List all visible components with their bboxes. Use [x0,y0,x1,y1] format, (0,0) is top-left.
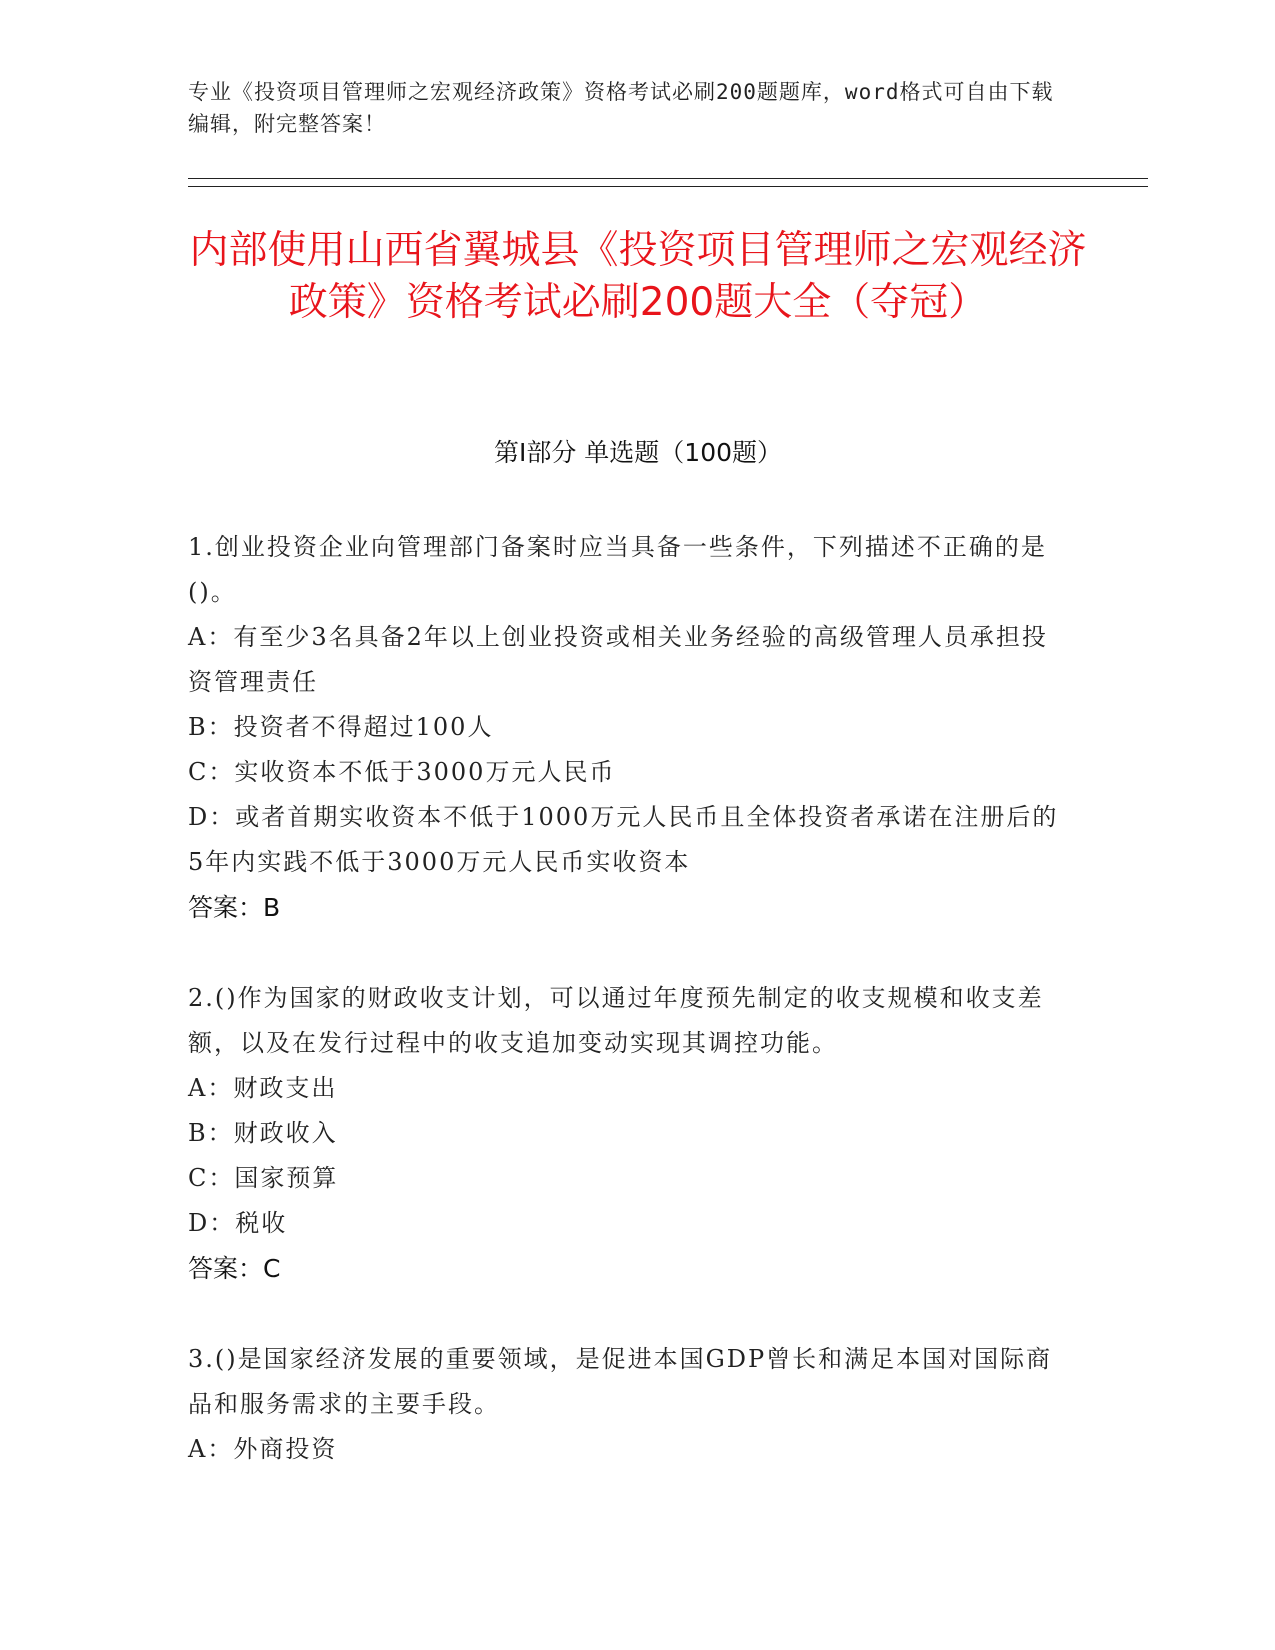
question-stem: 3.()是国家经济发展的重要领域，是促进本国GDP曾长和满足本国对国际商品和服务需求的主要手段。 [188,1345,1053,1418]
section-title: 第Ⅰ部分 单选题（100题） [493,438,783,467]
question-stem: 1.创业投资企业向管理部门备案时应当具备一些条件，下列描述不正确的是()。 [188,533,1047,606]
answer: 答案：B [188,893,281,922]
question-1 [188,525,1068,930]
question-stem: 2.()作为国家的财政收支计划，可以通过年度预先制定的收支规模和收支差额，以及在发行过程中的收支追加变动实现其调控功能。 [188,984,1044,1057]
option-b: B：投资者不得超过100人 [188,713,494,741]
question-list [188,525,1068,1518]
option-d: D：或者首期实收资本不低于1000万元人民币且全体投资者承诺在注册后的5年内实践不低于3000万元人民币实收资本 [188,803,1059,876]
option-a: A：外商投资 [188,1435,338,1463]
question-2 [188,976,1068,1291]
question-3 [188,1337,1068,1472]
option-a: A：财政支出 [188,1074,338,1102]
option-d: D：税收 [188,1209,288,1237]
header-divider-top [188,178,1148,179]
option-c: C：国家预算 [188,1164,339,1192]
option-c: C：实收资本不低于3000万元人民币 [188,758,616,786]
header-note: 专业《投资项目管理师之宏观经济政策》资格考试必刷200题题库，word格式可自由下载编辑，附完整答案！ [188,80,1054,136]
option-b: B：财政收入 [188,1119,338,1147]
document-title: 内部使用山西省翼城县《投资项目管理师之宏观经济政策》资格考试必刷200题大全（夺冠） [189,228,1087,325]
header-divider-bottom [188,186,1148,187]
option-a: A：有至少3名具备2年以上创业投资或相关业务经验的高级管理人员承担投资管理责任 [188,623,1048,696]
answer: 答案：C [188,1254,281,1283]
